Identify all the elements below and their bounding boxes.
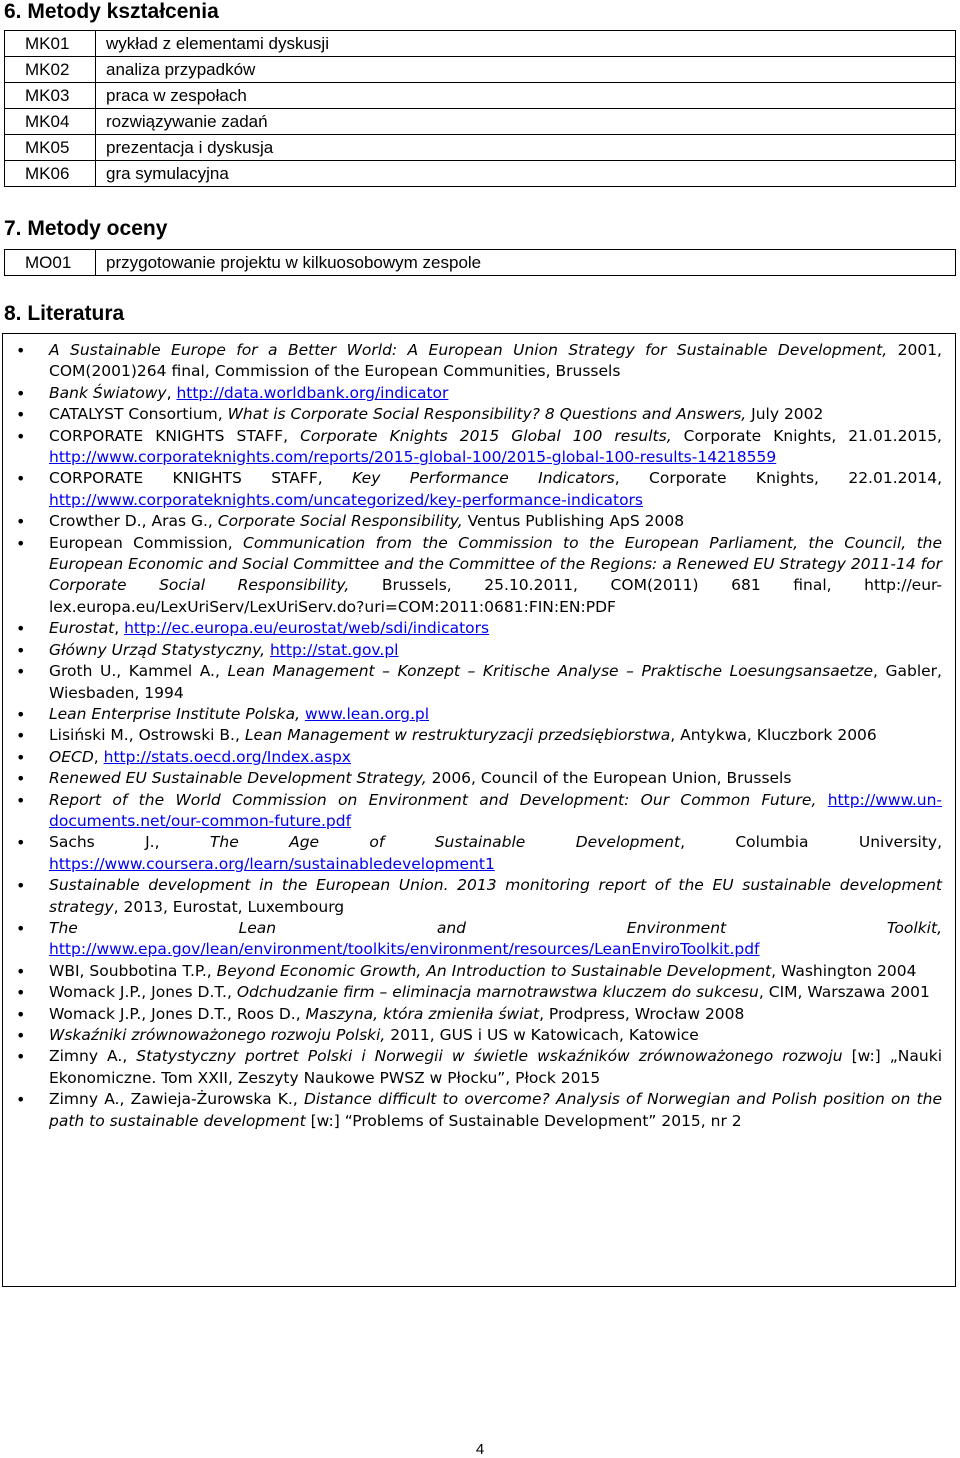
row-code: MK05 bbox=[5, 135, 96, 161]
reference-title: A Sustainable Europe for a Better World: A European Union Strategy for Sustainable Development, bbox=[49, 341, 888, 359]
reference-title: The Lean and Environment Toolkit, bbox=[49, 918, 942, 937]
row-description: analiza przypadków bbox=[96, 57, 956, 83]
reference-text: Crowther D., Aras G., bbox=[49, 512, 218, 531]
reference-title: Maszyna, która zmieniła świat bbox=[305, 1004, 540, 1023]
row-description: gra symulacyjna bbox=[96, 161, 956, 187]
table-row bbox=[5, 31, 956, 57]
reference-text: Groth U., Kammel A., bbox=[49, 662, 228, 681]
reference-title: Sustainable development in the European Union. 2013 monitoring report of the EU sustainable development strategy bbox=[49, 876, 942, 916]
reference-text: [w:] „Nauki Ekonomiczne. Tom XXII, Zeszyty Naukowe PWSZ w Płocku”, Płock 2015 bbox=[49, 1047, 943, 1087]
reference-title: Distance difficult to overcome? Analysis of Norwegian and Polish position on the path to sustainable development bbox=[49, 1090, 942, 1130]
reference-link[interactable]: http://www.corporateknights.com/reports/2015-global-100/2015-global-100-results-14218559 bbox=[49, 448, 777, 467]
reference-link[interactable]: http://www.corporateknights.com/uncategorized/key-performance-indicators bbox=[49, 490, 644, 509]
reference-title: What is Corporate Social Responsibility? 8 Questions and Answers, bbox=[227, 405, 747, 424]
reference-text: 2001, COM(2001)264 final, Commission of the European Communities, Brussels bbox=[49, 341, 942, 381]
row-code: MK02 bbox=[5, 57, 96, 83]
reference-link[interactable]: https://www.coursera.org/learn/sustainabledevelopment1 bbox=[49, 854, 495, 873]
reference-text: Brussels, 25.10.2011, COM(2011) 681 final, http://eur-lex.europa.eu/LexUriServ/LexUriServ.do?uri=COM:2011:0681:FIN:EN:PDF bbox=[49, 576, 942, 616]
reference-title: OECD bbox=[49, 747, 94, 766]
list-item bbox=[16, 426, 942, 469]
list-item bbox=[16, 468, 942, 511]
row-code: MK06 bbox=[5, 161, 96, 187]
list-item bbox=[16, 340, 942, 383]
reference-text: 2011, GUS i US w Katowicach, Katowice bbox=[385, 1026, 699, 1044]
reference-link[interactable]: http://ec.europa.eu/eurostat/web/sdi/indicators bbox=[124, 619, 490, 638]
table-row bbox=[5, 161, 956, 187]
reference-text: CORPORATE KNIGHTS STAFF, bbox=[49, 469, 353, 488]
reference-text: , CIM, Warszawa 2001 bbox=[758, 983, 930, 1002]
reference-text: 2006, Council of the European Union, Brussels bbox=[426, 769, 792, 788]
reference-text: Womack J.P., Jones D.T., bbox=[49, 983, 237, 1002]
reference-link[interactable]: www.lean.org.pl bbox=[304, 704, 430, 723]
row-code: MK03 bbox=[5, 83, 96, 109]
reference-text: , Gabler, Wiesbaden, 1994 bbox=[49, 662, 942, 702]
reference-title: Lean Management w restrukturyzacji przedsiębiorstwa bbox=[244, 726, 671, 745]
reference-link[interactable]: http://www.epa.gov/lean/environment/toolkits/environment/resources/LeanEnviroToolkit.pdf bbox=[49, 940, 760, 959]
row-description: rozwiązywanie zadań bbox=[96, 109, 956, 135]
reference-text: CORPORATE KNIGHTS STAFF, bbox=[49, 426, 301, 445]
list-item bbox=[16, 404, 942, 425]
list-item bbox=[16, 704, 942, 725]
reference-text: European Commission, bbox=[49, 533, 244, 552]
reference-title: Report of the World Commission on Environment and Development: Our Common Future, bbox=[49, 790, 817, 809]
reference-title: Key Performance Indicators bbox=[352, 469, 615, 488]
reference-text bbox=[816, 791, 827, 809]
table-row bbox=[5, 109, 956, 135]
reference-text: Zimny A., bbox=[49, 1047, 137, 1066]
table-row bbox=[5, 83, 956, 109]
list-item bbox=[16, 725, 942, 746]
reference-title: Corporate Social Responsibility, bbox=[217, 512, 463, 531]
reference-text: , Antykwa, Kluczbork 2006 bbox=[670, 726, 877, 745]
row-description: praca w zespołach bbox=[96, 83, 956, 109]
reference-text: , 2013, Eurostat, Luxembourg bbox=[113, 897, 345, 916]
list-item bbox=[16, 1046, 942, 1089]
reference-title: Beyond Economic Growth, An Introduction to Sustainable Development bbox=[216, 961, 772, 980]
reference-text: Lisiński M., Ostrowski B., bbox=[49, 726, 245, 745]
row-description: prezentacja i dyskusja bbox=[96, 135, 956, 161]
page-number: 4 bbox=[475, 1441, 485, 1458]
reference-text: Zimny A., Zawieja-Żurowska K., bbox=[49, 1090, 304, 1109]
reference-link[interactable]: http://data.worldbank.org/indicator bbox=[176, 383, 449, 402]
reference-title: Lean Enterprise Institute Polska, bbox=[49, 704, 300, 723]
reference-title: Bank Światowy bbox=[49, 383, 167, 402]
section-title-methods: 6. Metody kształcenia bbox=[4, 0, 219, 23]
reference-text: , Prodpress, Wrocław 2008 bbox=[539, 1004, 745, 1023]
table-row bbox=[5, 250, 956, 276]
table-row bbox=[5, 135, 956, 161]
row-description: wykład z elementami dyskusji bbox=[96, 31, 956, 57]
reference-title: Communication from the Commission to the European Parliament, the Council, the European Economic and Social Committee and the Committee of the Regions: a Renewed EU Strategy 2011-14 for Corporate Social Responsibility, bbox=[49, 533, 943, 595]
row-code: MK01 bbox=[5, 31, 96, 57]
literature-list bbox=[16, 340, 942, 1132]
assessment-table bbox=[4, 249, 956, 276]
row-code: MO01 bbox=[5, 250, 96, 276]
list-item bbox=[16, 1089, 942, 1132]
list-item bbox=[16, 918, 942, 961]
list-item bbox=[16, 768, 942, 789]
reference-title: Główny Urząd Statystyczny, bbox=[49, 640, 266, 659]
reference-text: Sachs J., bbox=[49, 833, 210, 852]
list-item bbox=[16, 832, 942, 875]
list-item bbox=[16, 790, 942, 833]
reference-title: Lean Management – Konzept – Kritische Analyse – Praktische Loesungsansaetze bbox=[227, 662, 874, 681]
reference-title: Wskaźniki zrównoważonego rozwoju Polski, bbox=[49, 1026, 386, 1044]
reference-text: CATALYST Consortium, bbox=[49, 405, 228, 424]
reference-text: WBI, Soubbotina T.P., bbox=[49, 961, 217, 980]
reference-link[interactable]: http://stats.oecd.org/Index.aspx bbox=[103, 747, 351, 766]
reference-text: , Columbia University, bbox=[680, 833, 942, 852]
reference-link[interactable]: http://stat.gov.pl bbox=[269, 640, 399, 659]
reference-title: Statystyczny portret Polski i Norwegii w świetle wskaźników zrównoważonego rozwoju bbox=[136, 1047, 843, 1066]
reference-title: Odchudzanie firm – eliminacja marnotrawstwa kluczem do sukcesu bbox=[236, 983, 759, 1002]
reference-text: , Corporate Knights, 22.01.2014, bbox=[614, 469, 943, 488]
row-code: MK04 bbox=[5, 109, 96, 135]
reference-text: , bbox=[114, 619, 125, 638]
reference-title: The Age of Sustainable Development bbox=[209, 833, 681, 852]
list-item bbox=[16, 875, 942, 918]
reference-text: , bbox=[93, 747, 104, 766]
list-item bbox=[16, 511, 942, 532]
section-title-literature: 8. Literatura bbox=[4, 302, 125, 325]
section-title-assessment: 7. Metody oceny bbox=[4, 217, 168, 240]
reference-link[interactable]: http://www.un-documents.net/our-common-future.pdf bbox=[49, 790, 942, 830]
list-item bbox=[16, 533, 942, 619]
reference-title: Eurostat bbox=[49, 619, 115, 638]
reference-text: Corporate Knights, 21.01.2015, bbox=[671, 426, 942, 445]
reference-text: , bbox=[166, 383, 177, 402]
reference-text: , Washington 2004 bbox=[771, 961, 917, 980]
reference-title: Corporate Knights 2015 Global 100 results, bbox=[300, 426, 672, 445]
list-item bbox=[16, 1025, 942, 1046]
list-item bbox=[16, 982, 942, 1003]
list-item bbox=[16, 661, 942, 704]
list-item bbox=[16, 618, 942, 639]
list-item bbox=[16, 961, 942, 982]
row-description: przygotowanie projektu w kilkuosobowym zespole bbox=[96, 250, 956, 276]
list-item bbox=[16, 640, 942, 661]
reference-title: Renewed EU Sustainable Development Strategy, bbox=[49, 769, 427, 788]
literature-box bbox=[2, 333, 956, 1287]
reference-text: July 2002 bbox=[746, 405, 824, 424]
methods-table bbox=[4, 30, 956, 187]
table-row bbox=[5, 57, 956, 83]
reference-text: Womack J.P., Jones D.T., Roos D., bbox=[49, 1004, 306, 1023]
list-item bbox=[16, 383, 942, 404]
list-item bbox=[16, 1004, 942, 1025]
reference-text: [w:] “Problems of Sustainable Development” 2015, nr 2 bbox=[305, 1111, 742, 1130]
list-item bbox=[16, 747, 942, 768]
reference-text: Ventus Publishing ApS 2008 bbox=[462, 512, 685, 531]
